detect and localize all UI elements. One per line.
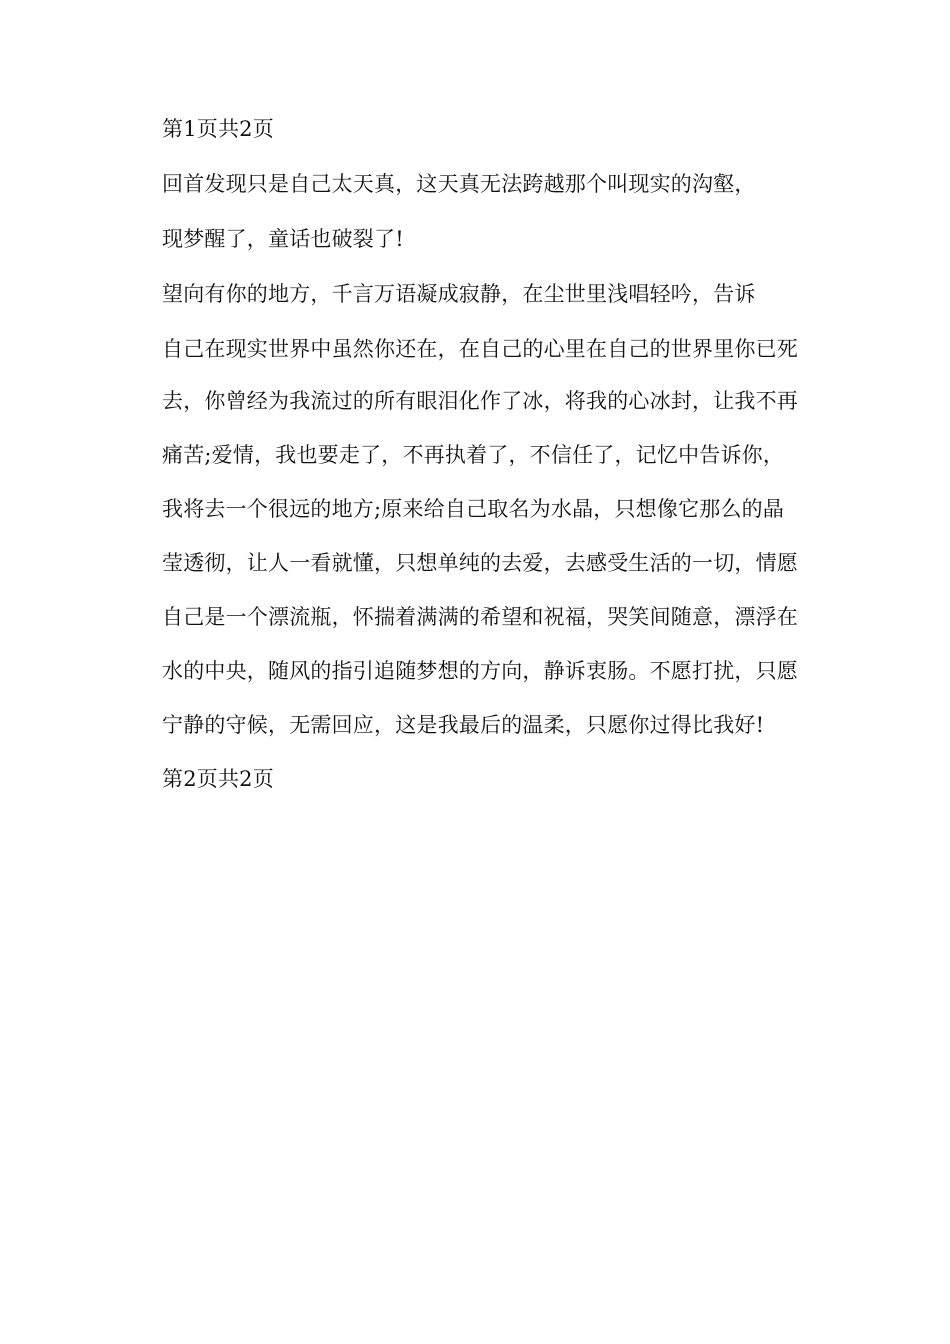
paragraph-line: 回首发现只是自己太天真，这天真无法跨越那个叫现实的沟壑， — [162, 172, 756, 196]
paragraph-line: 莹透彻，让人一看就懂，只想单纯的去爱，去感受生活的一切，情愿 — [162, 551, 798, 575]
paragraph-line: 我将去一个很远的地方;原来给自己取名为水晶，只想像它那么的晶 — [162, 497, 785, 521]
paragraph-line: 现梦醒了，童话也破裂了! — [162, 227, 404, 251]
paragraph-line: 自己在现实世界中虽然你还在，在自己的心里在自己的世界里你已死 — [162, 337, 798, 361]
paragraph-line: 水的中央，随风的指引追随梦想的方向，静诉衷肠。不愿打扰，只愿 — [162, 659, 798, 683]
paragraph-line: 自己是一个漂流瓶，怀揣着满满的希望和祝福，哭笑间随意，漂浮在 — [162, 605, 798, 629]
page-marker-top: 第1页共2页 — [162, 117, 274, 141]
page-marker-bottom: 第2页共2页 — [162, 767, 274, 791]
paragraph-line: 痛苦;爱情，我也要走了，不再执着了，不信任了，记忆中告诉你， — [162, 443, 785, 467]
paragraph-line: 去，你曾经为我流过的所有眼泪化作了冰，将我的心冰封，让我不再 — [162, 389, 798, 413]
paragraph-line: 宁静的守候，无需回应，这是我最后的温柔，只愿你过得比我好! — [162, 713, 765, 737]
paragraph-line: 望向有你的地方，千言万语凝成寂静，在尘世里浅唱轻吟，告诉 — [162, 282, 756, 306]
